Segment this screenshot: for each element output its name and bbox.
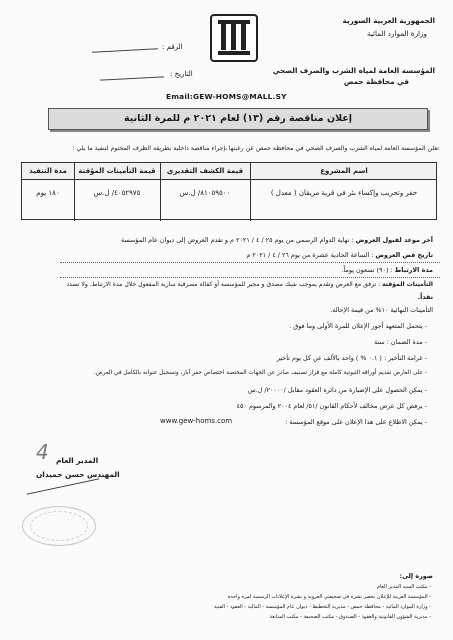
term-final-insurance: التأمينات النهائية ١٠% من قيمة الإحالة. [330,306,433,314]
bullet-warranty: - مدة الضمان : سنة [373,338,427,346]
signature-name: المهندس حسن حميدان [36,470,120,479]
td-estimate: ٨١٠٥٩٥٠٠/ ل.س [179,189,231,197]
signature-title: المدير العام [56,456,99,465]
copies-label: صورة إلى: [399,572,433,580]
bullet-documents: - على العارض تقديم أوراقه الثبوتية كاملة مع قرار تصنيف صادر عن الجهات المختصة اختصاص حفر آبار، وتسجيل عنوانه بالكامل في العرض. [93,370,427,376]
ministry-logo [210,14,258,62]
website-line-text: - يمكن الاطلاع على هذا الإعلان على موقع المؤسسة : [285,418,427,426]
opening-label: تاريخ فض العروض [375,251,433,259]
th-insurance: قيمة التأمينات المؤقتة [78,167,156,175]
bullet-penalty: - غرامة التأخير : ( ٠.١ % ) واحد بالألف عن كل يوم تأخير [276,354,427,362]
th-estimate: قيمة الكشف التقديري [166,167,244,175]
header-republic: الجمهورية العربية السورية [342,16,435,25]
website-link[interactable]: www.gew-homs.com [160,417,233,425]
validity-text: : (٩٠) تسعون يوماً. [341,266,393,274]
term-opening [246,251,433,259]
header-establishment: المؤسسة العامة لمياه الشرب والصرف الصحي [272,66,435,75]
copy-line-3: - وزارة الموارد المائية - محافظة حمص - مديرية التخطيط - ديوان عام المؤسسة - المالية - العقود - الفنية [213,604,431,610]
td-duration: ١٨٠ يوم [36,189,60,197]
title-banner [48,108,428,130]
term-cash: نقداً. [417,293,433,301]
copy-line-2: - المؤسسة العربية للإعلان بحصر نشرة في صحيفتي العروبة و نشرة الإعلانات الرسمية لمرة واحدة [227,594,431,600]
bullet-ad-fees: - يتحمل المتعهد أجور الإعلان للمرة الأولى وما فوق . [289,322,427,330]
date-handwriting [100,76,164,80]
temp-text: : ترفق مع العرض وتقدم بموجب شيك مصدق و مجير للمؤسسة أو كفالة مصرفية سارية المفعول خلال مدة الارتباط. ولا تسدد [66,281,381,288]
ref-label: الرقم : [162,43,183,51]
ref-handwriting [92,48,158,52]
td-project: حفر وتجريب وإكساء بئر في قرية مريقان ( معدل ) [270,189,418,197]
email-line: Email:GEW-HOMS@MALL.SY [166,92,287,101]
bullet-website [285,418,427,426]
intro-paragraph: تعلن المؤسسة العامة لمياه الشرب والصرف الصحي في محافظة حمص عن رغبتها بإجراء مناقصة داخلية بطريقة الظرف المختوم لتنفيذ ما يلي : [72,145,439,152]
term-temporary-insurance [66,281,433,288]
th-project: اسم المشروع [320,167,368,175]
term-validity [341,266,433,274]
deadline-label: آخر موعد لقبول العروض [355,236,433,244]
term-deadline [121,236,433,244]
td-insurance: ٤٠٥٢٩٧٥/ ل.س [93,189,141,197]
temp-label: التأمينات المؤقتة [382,281,433,288]
handwritten-mark: 4 [36,440,49,464]
header-ministry: وزارة الموارد المائية [366,29,427,38]
opening-text: : الساعة الحادية عشرة من يوم ٢٦ / ٤ / ٢٠٢١ م [246,251,374,259]
tender-table [21,162,437,220]
copy-line-1: - مكتب السيد المدير العام [376,584,431,590]
date-label: التاريخ : [170,70,193,78]
deadline-text: : نهاية الدوام الرسمي من يوم ٢٥ / ٤ / ٢٠٢١ م و تقدم العروض إلى ديوان عام المؤسسة [120,236,354,244]
bullet-file-fee: - يمكن الحصول على الإضبارة من دائرة العقود مقابل /٢٠٠٠٠/ ل.س [247,386,427,394]
bullet-law: - يرفض كل عرض مخالف لأحكام القانون /٥١/ لعام ٢٠٠٤ والمرسوم ٤٥٠ [236,402,427,410]
copy-line-4: - مديرية الشؤون القانونية والعقود - الصندوق - مكتب الصحيفة - مكتب المتابعة [269,614,431,620]
announcement-title: إعلان مناقصة رقم (١٣) لعام ٢٠٢١ م للمرة الثانية [123,113,353,124]
header-governorate: في محافظة حمص [343,77,409,86]
validity-label: مدة الارتباط [394,266,433,274]
signature-scribble [27,478,100,494]
th-duration: مدة التنفيذ [29,167,67,175]
